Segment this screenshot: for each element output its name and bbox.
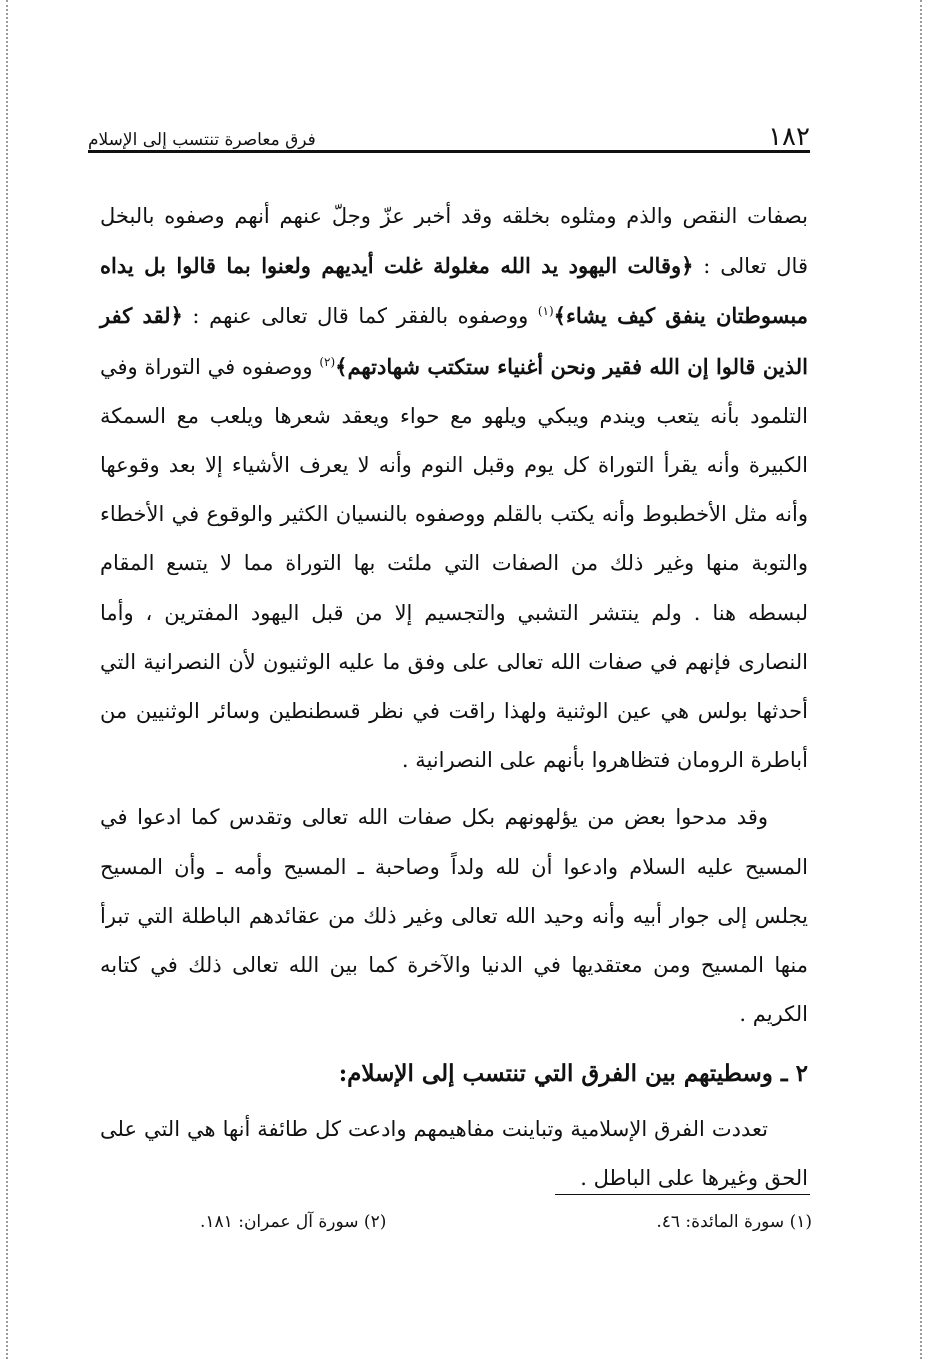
scan-edge-right: [920, 0, 924, 1359]
footnote-ref-1: (١): [537, 304, 554, 319]
paragraph-1-intro: بصفات النقص والذم ومثلوه بخلقه وقد أخبر عزّ وجلّ عنهم أنهم وصفوه بالبخل قال تعالى :: [100, 204, 808, 279]
paragraph-3: تعددت الفرق الإسلامية وتباينت مفاهيمهم وادعت كل طائفة أنها هي التي على الحق وغيرها على الباطل .: [100, 1116, 808, 1190]
paragraph-1-rest: ووصفوه في التوراة وفي التلمود بأنه يتعب ويندم ويبكي ويلهو مع حواء ويعقد شعرها ويلعب مع السمكة الكبيرة وأنه يقرأ التوراة كل يوم وقبل النوم وأنه لا يعرف الأشياء إلا بعد وقوعها وأنه مثل الأخطبوط وأنه يكتب بالقلم ووصفوه بالنسيان الكثير والوقوع في الأخطاء والتوبة منها وغير ذلك من الصفات التي ملئت بها التوراة مما لا يتسع المقام لبسطه هنا . ولم ينتشر التشبي والتجسيم إلا من قبل اليهود المفترين ، وأما النصارى فإنهم في صفات الله تعالى على وفق ما عليه الوثنيون لأن النصرانية التي أحدثها بولس هي عين الوثنية ولهذا راقت في نظر قسطنطين وسائر الوثنيين من أباطرة الرومان فتظاهروا بأنهم على النصرانية .: [100, 354, 808, 773]
body-text: [100, 192, 808, 1203]
footnote-ref-2: (٢): [319, 354, 336, 369]
page-header: [88, 112, 810, 152]
page-number: ١٨٢: [768, 122, 810, 152]
scan-edge-left: [6, 0, 10, 1359]
footnote-1: (١) سورة المائدة: ٤٦.: [656, 1212, 812, 1232]
paragraph-1: [100, 192, 808, 785]
quran-verse-2: ﴿لقد كفر الذين قالوا إن الله فقير ونحن أغنياء ستكتب شهادتهم﴾: [100, 303, 808, 379]
footnotes: [200, 1210, 812, 1234]
header-rule: [88, 150, 810, 153]
paragraph-2: وقد مدحوا بعض من يؤلهونهم بكل صفات الله تعالى وتقدس كما ادعوا في المسيح عليه السلام وادعوا أن لله ولداً وصاحبة ـ المسيح وأمه ـ وأن المسيح يجلس إلى جوار أبيه وأنه وحيد الله تعالى وغير ذلك من عقائدهم الباطلة التي تبرأ منها المسيح ومن معتقديها في الدنيا والآخرة كما بين الله تعالى ذلك في كتابه الكريم .: [100, 805, 808, 1027]
section-heading: ٢ ـ وسطيتهم بين الفرق التي تنتسب إلى الإسلام:: [338, 1060, 808, 1088]
running-title: فرق معاصرة تنتسب إلى الإسلام: [88, 130, 316, 150]
footnote-rule: [555, 1194, 810, 1195]
quran-verse-1: ﴿وقالت اليهود يد الله مغلولة غلت أيديهم ولعنوا بما قالوا بل يداه مبسوطتان ينفق كيف يشاء﴾: [100, 253, 808, 329]
paragraph-1-middle: ووصفوه بالفقر كما قال تعالى عنهم :: [182, 304, 538, 329]
footnote-2: (٢) سورة آل عمران: ١٨١.: [200, 1212, 387, 1232]
